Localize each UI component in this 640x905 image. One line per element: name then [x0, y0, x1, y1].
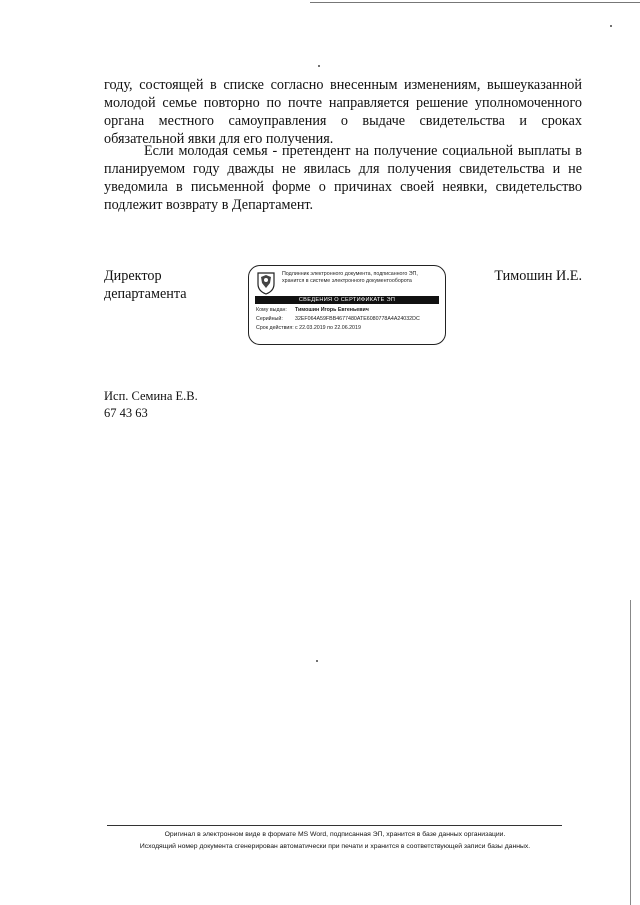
- stamp-banner: СВЕДЕНИЯ О СЕРТИФИКАТЕ ЭП: [255, 296, 439, 304]
- text-line: уведомила в письменной форме о причинах своей неявки, свидетельство: [104, 179, 582, 195]
- text-line: планируемом году дважды не явилась для получения свидетельства и не: [104, 161, 582, 177]
- stamp-validity: [256, 325, 361, 332]
- stamp-value: 32EF064A59FBB4677480ATE6080778A4A24032DC: [295, 316, 420, 322]
- stamp-value: Тимошин Игорь Евгеньевич: [295, 307, 369, 313]
- stamp-serial: [256, 316, 420, 323]
- signatory-name: Тимошин И.Е.: [494, 268, 582, 284]
- scan-speck: [316, 660, 318, 662]
- stamp-value: с 22.03.2019 по 22.06.2019: [295, 325, 361, 331]
- signatory-role: [104, 267, 187, 303]
- stamp-label: Срок действия:: [256, 325, 294, 331]
- footer-line: Оригинал в электронном виде в формате MS Word, подписанная ЭП, хранится в базе данных организации.: [164, 831, 506, 838]
- stamp-header-line: хранится в системе электронного документооборота: [282, 278, 412, 284]
- scan-edge-right: [630, 600, 631, 905]
- text-line: молодой семье повторно по почте направляется решение уполномоченного: [104, 95, 582, 111]
- signatory-role-line: Директор: [104, 268, 162, 284]
- footer-note: [100, 829, 570, 853]
- scan-edge-top: [310, 2, 640, 3]
- stamp-header-line: Подлинник электронного документа, подписанного ЭП,: [282, 271, 418, 277]
- executor-phone: 67 43 63: [104, 406, 148, 420]
- text-line: Если молодая семья - претендент на получение социальной выплаты в: [144, 143, 582, 159]
- text-line: году, состоящей в списке согласно внесенным изменениям, вышеуказанной: [104, 77, 582, 93]
- footer-divider: [107, 825, 562, 826]
- scan-speck: [610, 25, 612, 27]
- footer-line: Исходящий номер документа сгенерирован автоматически при печати и хранится в соответствующей записи базы данных.: [139, 843, 531, 850]
- body-paragraph-2: [104, 142, 582, 214]
- body-paragraph-1: [104, 76, 582, 148]
- stamp-label: Кому выдан:: [256, 307, 287, 313]
- text-line: подлежит возврату в Департамент.: [104, 197, 314, 213]
- stamp-issued-to: [256, 307, 369, 314]
- stamp-header: [282, 271, 442, 285]
- coat-of-arms-icon: [256, 271, 276, 295]
- executor-info: [104, 388, 198, 422]
- stamp-label: Серийный:: [256, 316, 283, 322]
- scan-speck: [318, 65, 320, 67]
- signatory-role-line: департамента: [104, 286, 187, 302]
- electronic-signature-stamp: [248, 265, 446, 345]
- executor-name: Исп. Семина Е.В.: [104, 389, 198, 403]
- text-line: органа местного самоуправления о выдаче свидетельства и сроках: [104, 113, 582, 129]
- text-line: обязательной явки для его получения.: [104, 131, 334, 147]
